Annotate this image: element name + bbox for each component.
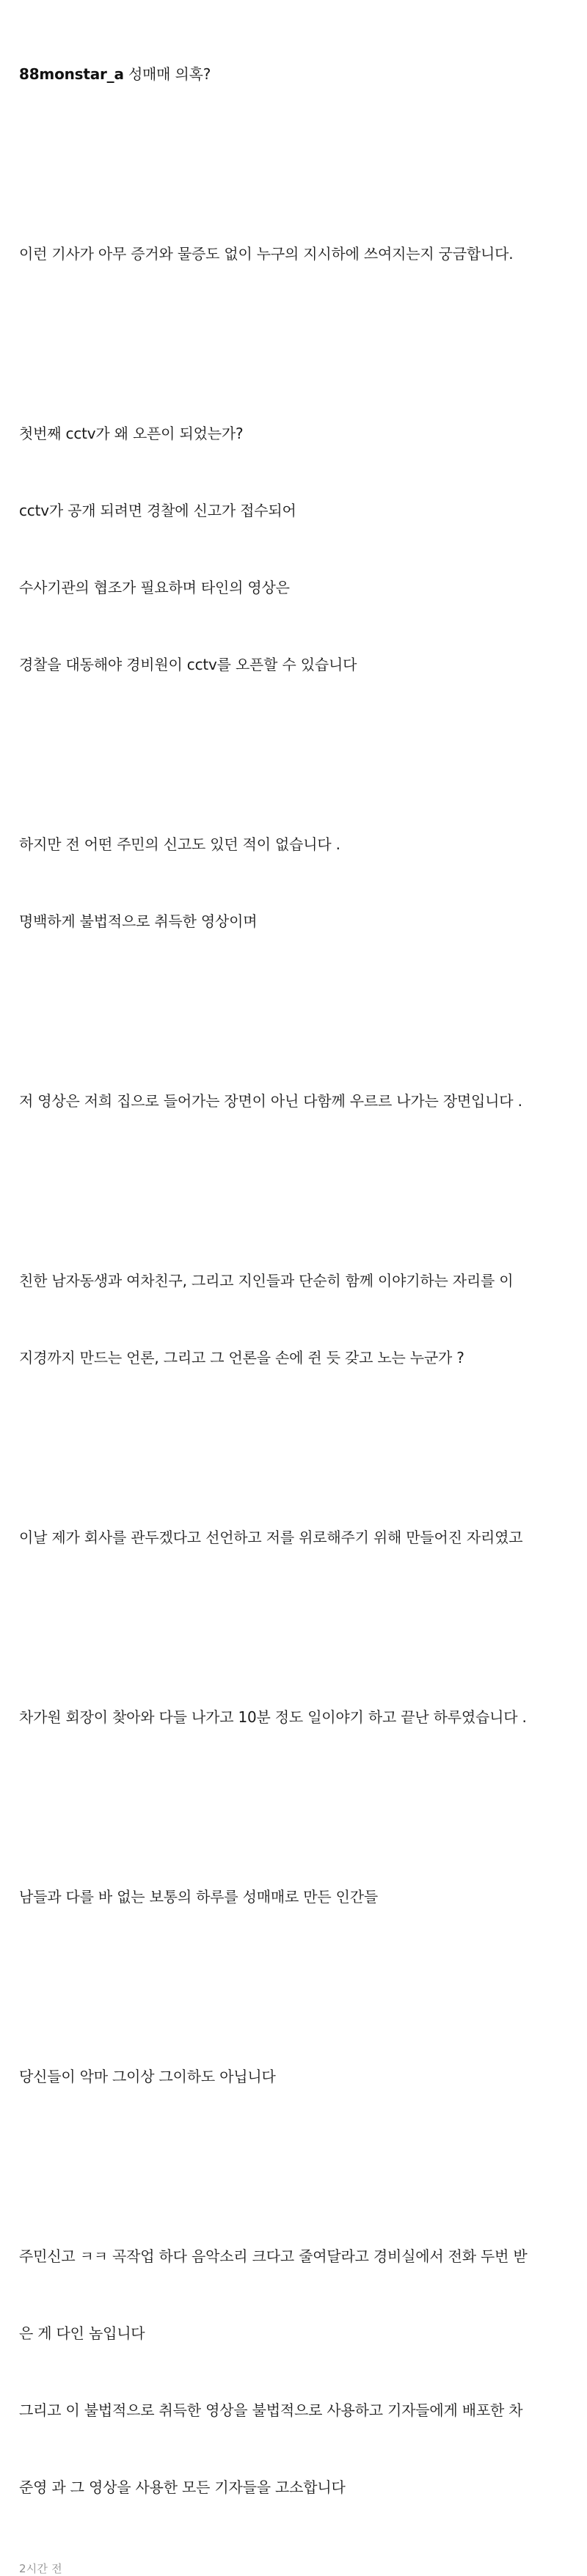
caption-line: 그리고 이 불법적으로 취득한 영상을 불법적으로 사용하고 기자들에게 배포한 차 <box>19 2401 523 2419</box>
caption-line: 준영 과 그 영상을 사용한 모든 기자들을 고소합니다 <box>19 2478 346 2496</box>
caption-line: 이런 기사가 아무 증거와 물증도 없이 누구의 지시하에 쓰여지는지 궁금합니다. <box>19 245 514 263</box>
caption-line: 주민신고 ㅋㅋ 곡작업 하다 음악소리 크다고 줄여달라고 경비실에서 전화 두번 받 <box>19 2247 528 2265</box>
caption-title: 성매매 의혹? <box>123 65 211 83</box>
caption-line: 차가원 회장이 찾아와 다들 나가고 10분 정도 일이야기 하고 끝난 하루였습니다 . <box>19 1708 527 1726</box>
caption-line: 남들과 다를 바 없는 보통의 하루를 성매매로 만든 인간들 <box>19 1888 379 1906</box>
caption-header-line <box>19 62 577 87</box>
caption-line: 당신들이 악마 그이상 그이하도 아닙니다 <box>19 2068 276 2085</box>
caption-line: 경찰을 대동해야 경비원이 cctv를 오픈할 수 있습니다 <box>19 656 357 673</box>
instagram-post-caption <box>19 10 577 2576</box>
caption-line: 이날 제가 회사를 관두겠다고 선언하고 저를 위로해주기 위해 만들어진 자리였고 <box>19 1529 523 1546</box>
caption-line: cctv가 공개 되려면 경찰에 신고가 접수되어 <box>19 502 296 519</box>
username-link[interactable]: 88monstar_a <box>19 65 124 83</box>
caption-line: 친한 남자동생과 여차친구, 그리고 지인들과 단순히 함께 이야기하는 자리를 이 <box>19 1272 514 1289</box>
caption-line: 하지만 전 어떤 주민의 신고도 있던 적이 없습니다 . <box>19 835 340 853</box>
caption-line: 저 영상은 저희 집으로 들어가는 장면이 아닌 다함께 우르르 나가는 장면입니다 . <box>19 1092 522 1110</box>
caption-line: 지경까지 만드는 언론, 그리고 그 언론을 손에 쥔 듯 갖고 노는 누군가 ? <box>19 1349 464 1366</box>
post-timestamp[interactable]: 2시간 전 <box>19 2562 62 2575</box>
caption-line: 명백하게 불법적으로 취득한 영상이며 <box>19 912 258 930</box>
caption-line: 은 게 다인 놈입니다 <box>19 2324 145 2342</box>
caption-line: 첫번째 cctv가 왜 오픈이 되었는가? <box>19 425 244 442</box>
caption-body <box>19 10 577 2552</box>
caption-line: 수사기관의 협조가 필요하며 타인의 영상은 <box>19 579 290 596</box>
